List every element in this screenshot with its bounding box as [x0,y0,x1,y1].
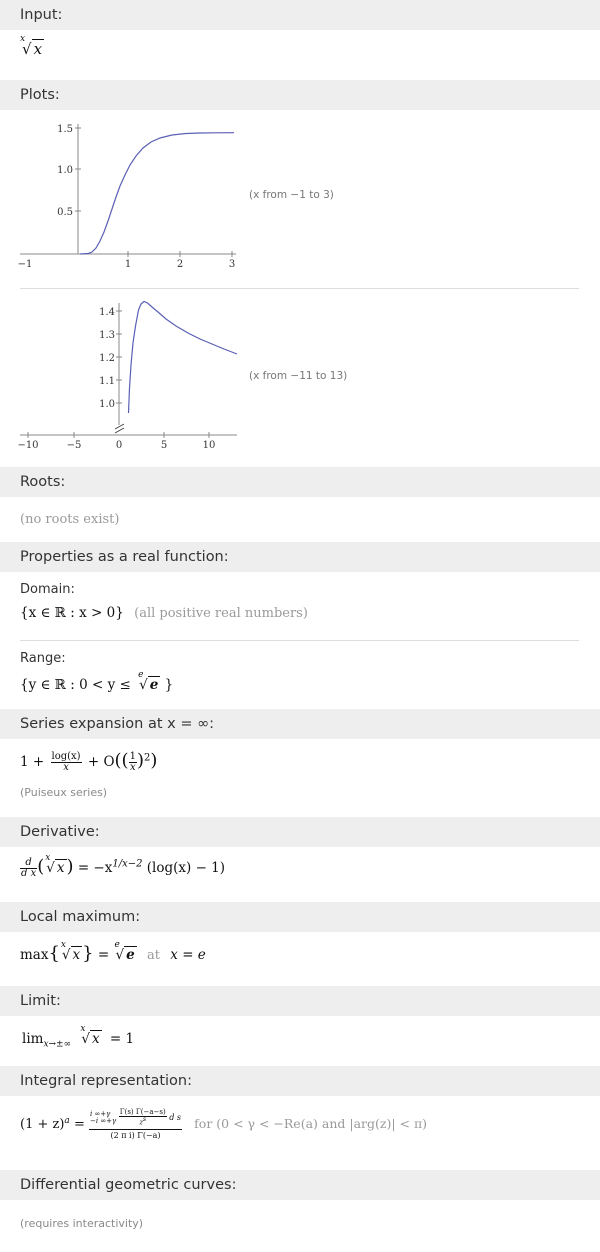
series-expression: 1 + $\frac{\log(x)}{x}$ + O(( $\frac{1}{x}$ )$^2$) [20,750,158,773]
derivative-rhs: = −x [77,860,113,876]
integral-condition: for (0 < γ < −Re(a) and |arg(z)| < π) [194,1116,428,1132]
pod-header-roots: Roots: [0,467,600,497]
root-radicand: e [149,677,159,693]
plot2-xtick: −10 [17,440,39,451]
pod-header-local-max: Local maximum: [0,902,600,932]
integral-upper-bound: i ∞+γ [89,1110,111,1119]
plot1-curve [80,133,234,254]
plot1-ytick: 1.5 [57,124,73,135]
plot2-curve [129,302,238,414]
derivative-operator [20,858,37,880]
pod-header-integral: Integral representation: [0,1066,600,1096]
root-index: e [138,670,144,680]
pod-header-limit: Limit: [0,986,600,1016]
pod-header-plots: Plots: [0,80,600,110]
integral-ds: d s [169,1113,182,1123]
integral-fraction [89,1109,182,1140]
roots-text: (no roots exist) [20,512,120,527]
plot2-range-caption: (x from −11 to 13) [249,370,348,382]
range-prefix: {y ∈ ℝ : 0 < y ≤ [20,677,131,693]
plot1-range-caption: (x from −1 to 3) [249,189,334,201]
fraction-denominator: x [63,762,69,773]
plot2-ytick: 1.0 [99,399,115,410]
pod-header-series: Series expansion at x = ∞: [0,709,600,739]
plot2-ytick: 1.2 [99,353,115,364]
diffgeo-note: (requires interactivity) [20,1217,144,1230]
plot2-ytick: 1.3 [99,330,115,341]
domain-label: Domain: [20,582,75,597]
fraction-numerator: d [20,858,37,870]
fraction-denominator: $z^s$ [139,1116,147,1127]
plot1-xtick: −1 [17,259,33,270]
fraction-denominator: d x [21,868,37,879]
lim-subscript: x→±∞ [43,1039,72,1050]
integral-lhs: (1 + z) [20,1117,65,1133]
integral-expression [20,1109,427,1140]
at-expression: x = e [170,947,206,963]
divider [20,640,579,641]
plot2-xtick: 10 [202,440,216,451]
series-note: (Puiseux series) [20,786,108,799]
root-index: e [114,940,120,950]
pod-header-derivative: Derivative: [0,817,600,847]
fraction-numerator: 1 [129,750,136,762]
range-label: Range: [20,651,66,666]
limit-expression: $\lim_{x\to\pm\infty}$ x √ x = 1 [22,1024,135,1050]
derivative-expression: $\frac{d}{\text{d x}}$ ( x √ x ) = $-x^{1/x-2}$ (log(x) − 1) [21,853,226,879]
series-exponent: 2 [143,752,151,764]
plot1-xtick: 2 [176,259,184,270]
plot1-ytick: 1.0 [57,165,73,176]
derivative-exponent: 1/x−2 [112,858,143,870]
domain-set: {x ∈ ℝ : x > 0} [20,605,124,621]
integral-numerator [89,1109,182,1130]
lim-word: lim [22,1031,44,1047]
fraction-denominator: x [129,762,136,773]
integral-lhs-exponent: a [64,1115,70,1126]
pod-header-diffgeo: Differential geometric curves: [0,1170,600,1200]
root-index: x [20,34,26,44]
derivative-tail: (log(x) − 1) [146,860,226,876]
integral-denominator: (2 π i) Γ(−a) [110,1131,161,1141]
root-radicand: x [92,1031,100,1047]
plot2-ytick: 1.1 [99,376,115,387]
pod-header-properties: Properties as a real function: [0,542,600,572]
plot2-xtick: −5 [66,440,82,451]
divider [20,288,579,289]
series-fraction [51,752,82,774]
range-suffix: } [164,677,174,693]
equals-sign: = [73,1117,85,1133]
series-big-o: + O [87,754,115,770]
input-expression: x √ x [20,34,43,58]
series-inner-fraction [129,752,137,774]
integral-lower-bound: −i ∞+γ [89,1117,117,1126]
fraction-numerator: Γ(s) Γ(−a−s) [119,1108,166,1116]
root-index: x [80,1024,86,1034]
max-word: max [20,947,49,963]
root-radicand: x [33,40,43,58]
plot2-ytick: 1.4 [99,307,115,318]
root-radicand: e [126,947,135,963]
root-index: x [60,940,66,950]
plot2-xtick: 0 [115,440,123,451]
domain-expression [20,605,308,621]
limit-rhs: = 1 [109,1031,135,1047]
plot1-xtick: 1 [124,259,132,270]
root-index: x [45,853,51,863]
root-radicand: x [72,947,81,963]
fraction-numerator: log(x) [51,750,81,762]
pod-header-input: Input: [0,0,600,30]
root-radicand: x [56,860,65,876]
equals-sign: = [97,947,110,963]
plot1-xtick: 3 [228,259,236,270]
domain-note: (all positive real numbers) [134,606,308,621]
at-word: at [147,948,160,963]
plot1-ytick: 0.5 [57,207,73,218]
plot2-xtick: 5 [160,440,168,451]
local-max-expression: max{ x √ x } = e √ e at x = e [20,940,206,964]
range-expression: {y ∈ ℝ : 0 < y ≤ e √ e } [20,670,174,693]
integrand-fraction [119,1109,167,1127]
series-lead: 1 + [20,754,45,770]
